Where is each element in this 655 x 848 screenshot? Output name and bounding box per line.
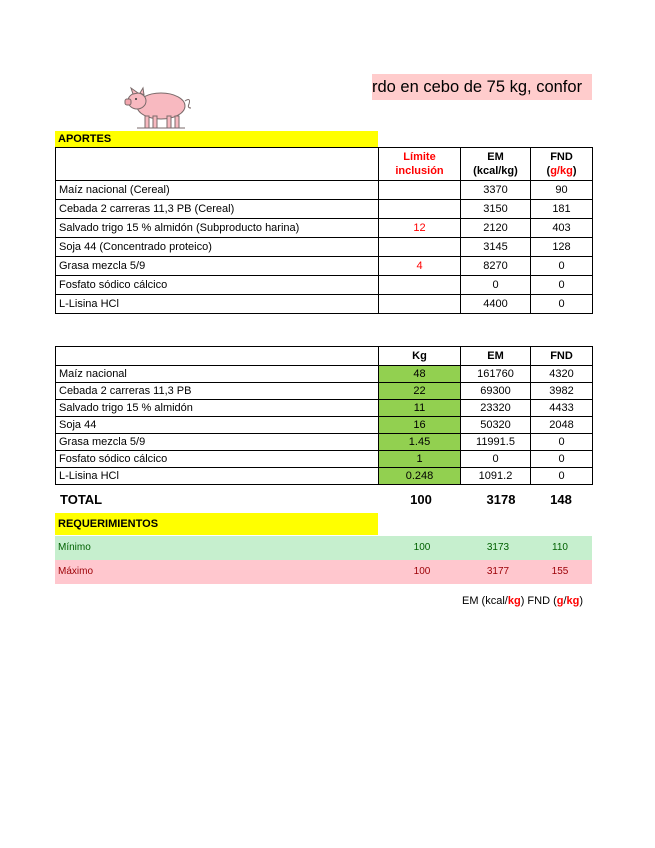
col-em-line1: EM xyxy=(487,151,504,163)
aportes-row-fnd: 0 xyxy=(531,257,593,276)
title-text: rdo en cebo de 75 kg, confor xyxy=(372,78,583,96)
col-em-header-2: EM xyxy=(461,347,531,366)
mezcla-row-kg: 0.248 xyxy=(379,468,461,485)
mezcla-row-em: 50320 xyxy=(461,417,531,434)
aportes-row-name: Fosfato sódico cálcico xyxy=(56,276,379,295)
aportes-row-em: 3370 xyxy=(461,181,531,200)
total-fnd: 148 xyxy=(550,492,572,507)
col-em-header xyxy=(461,148,531,181)
aportes-row-fnd: 403 xyxy=(531,219,593,238)
units-fnd-b: g xyxy=(556,595,564,607)
units-em-b: kg xyxy=(507,595,521,607)
mezcla-row-kg: 11 xyxy=(379,400,461,417)
aportes-row-limite: 12 xyxy=(379,219,461,238)
maximo-fnd: 155 xyxy=(551,566,569,577)
aportes-row-limite: 4 xyxy=(379,257,461,276)
units-fnd-a: FND ( xyxy=(527,595,557,607)
mezcla-row-em: 1091.2 xyxy=(461,468,531,485)
aportes-row-fnd: 0 xyxy=(531,276,593,295)
aportes-row xyxy=(56,295,593,314)
maximo-row xyxy=(55,560,592,584)
col-em-line2: (kcal/kg) xyxy=(473,165,518,177)
mezcla-row-em: 69300 xyxy=(461,383,531,400)
minimo-em: 3173 xyxy=(486,542,510,553)
aportes-table xyxy=(55,147,593,314)
minimo-label: Mínimo xyxy=(58,542,91,553)
units-fnd-c: / xyxy=(563,595,567,607)
mezcla-row-kg: 48 xyxy=(379,366,461,383)
aportes-row-limite xyxy=(379,181,461,200)
mezcla-row xyxy=(56,400,593,417)
mezcla-row-fnd: 0 xyxy=(531,468,593,485)
total-em: 3178 xyxy=(486,492,516,507)
aportes-header xyxy=(55,131,378,147)
aportes-row-name: Maíz nacional (Cereal) xyxy=(56,181,379,200)
mezcla-row-fnd: 2048 xyxy=(531,417,593,434)
aportes-row-fnd: 90 xyxy=(531,181,593,200)
requerimientos-header xyxy=(55,513,378,535)
aportes-row-em: 4400 xyxy=(461,295,531,314)
minimo-fnd: 110 xyxy=(552,542,568,553)
aportes-row-name: Cebada 2 carreras 11,3 PB (Cereal) xyxy=(56,200,379,219)
col-limite-header xyxy=(379,148,461,181)
mezcla-row xyxy=(56,451,593,468)
aportes-row xyxy=(56,276,593,295)
mezcla-row-fnd: 3982 xyxy=(531,383,593,400)
aportes-row-limite xyxy=(379,238,461,257)
mezcla-row-kg: 1.45 xyxy=(379,434,461,451)
aportes-row-em: 3150 xyxy=(461,200,531,219)
units-legend xyxy=(462,595,583,607)
mezcla-row-kg: 1 xyxy=(379,451,461,468)
minimo-kg: 100 xyxy=(413,542,431,553)
mezcla-row-name: Maíz nacional xyxy=(56,366,379,383)
col-fnd-paren-close: ) xyxy=(572,165,577,177)
maximo-em: 3177 xyxy=(486,566,510,577)
aportes-row-limite xyxy=(379,276,461,295)
mezcla-row-em: 161760 xyxy=(461,366,531,383)
col-kg-header: Kg xyxy=(379,347,461,366)
units-em-c: ) xyxy=(520,595,525,607)
mezcla-row-name: Salvado trigo 15 % almidón xyxy=(56,400,379,417)
col-fnd-line1: FND xyxy=(550,151,573,163)
aportes-row-name: L-Lisina HCl xyxy=(56,295,379,314)
aportes-row-em: 0 xyxy=(461,276,531,295)
units-fnd-e: ) xyxy=(579,595,584,607)
aportes-row xyxy=(56,219,593,238)
total-row xyxy=(56,492,592,510)
pig-icon xyxy=(123,86,195,132)
mezcla-row-kg: 22 xyxy=(379,383,461,400)
col-fnd-line2 xyxy=(534,164,589,178)
mezcla-row xyxy=(56,417,593,434)
mezcla-row-em: 23320 xyxy=(461,400,531,417)
col-fnd-header-2: FND xyxy=(531,347,593,366)
mezcla-row xyxy=(56,468,593,485)
mezcla-row xyxy=(56,434,593,451)
aportes-row-em: 3145 xyxy=(461,238,531,257)
aportes-row xyxy=(56,200,593,219)
col-limite-line2: inclusión xyxy=(395,165,444,177)
aportes-row-em: 8270 xyxy=(461,257,531,276)
total-label: TOTAL xyxy=(60,492,103,507)
mezcla-row-fnd: 4433 xyxy=(531,400,593,417)
col-fnd-paren-open: ( xyxy=(546,165,551,177)
mezcla-table xyxy=(55,346,593,485)
total-kg: 100 xyxy=(410,492,432,507)
mezcla-row-em: 0 xyxy=(461,451,531,468)
minimo-row xyxy=(55,536,592,560)
aportes-row-name: Soja 44 (Concentrado proteico) xyxy=(56,238,379,257)
mezcla-row-name: Soja 44 xyxy=(56,417,379,434)
mezcla-row-name: Cebada 2 carreras 11,3 PB xyxy=(56,383,379,400)
aportes-row-em: 2120 xyxy=(461,219,531,238)
aportes-row-name: Salvado trigo 15 % almidón (Subproducto harina) xyxy=(56,219,379,238)
mezcla-row-name: L-Lisina HCl xyxy=(56,468,379,485)
mezcla-row-fnd: 0 xyxy=(531,434,593,451)
aportes-row xyxy=(56,257,593,276)
col-fnd-unit: g/kg xyxy=(550,165,573,177)
mezcla-row-name: Fosfato sódico cálcico xyxy=(56,451,379,468)
requerimientos-header-label: REQUERIMIENTOS xyxy=(58,518,159,530)
mezcla-row-em: 11991.5 xyxy=(461,434,531,451)
aportes-row-fnd: 128 xyxy=(531,238,593,257)
col-limite-line1: Límite xyxy=(403,151,436,163)
maximo-kg: 100 xyxy=(413,566,431,577)
aportes-row-name: Grasa mezcla 5/9 xyxy=(56,257,379,276)
mezcla-row xyxy=(56,383,593,400)
aportes-row-limite xyxy=(379,295,461,314)
mezcla-header-empty xyxy=(56,347,379,366)
units-fnd-d: kg xyxy=(566,595,580,607)
title-banner xyxy=(372,74,592,100)
mezcla-row-fnd: 0 xyxy=(531,451,593,468)
units-em-a: EM (kcal/ xyxy=(462,595,508,607)
mezcla-row-fnd: 4320 xyxy=(531,366,593,383)
aportes-row xyxy=(56,238,593,257)
mezcla-header-row xyxy=(56,347,593,366)
mezcla-row-kg: 16 xyxy=(379,417,461,434)
aportes-header-empty xyxy=(56,148,379,181)
mezcla-row-name: Grasa mezcla 5/9 xyxy=(56,434,379,451)
aportes-row-limite xyxy=(379,200,461,219)
col-fnd-header xyxy=(531,148,593,181)
aportes-row xyxy=(56,181,593,200)
maximo-label: Máximo xyxy=(58,566,94,577)
aportes-row-fnd: 0 xyxy=(531,295,593,314)
aportes-header-label: APORTES xyxy=(58,133,112,145)
mezcla-row xyxy=(56,366,593,383)
aportes-header-row xyxy=(56,148,593,181)
aportes-row-fnd: 181 xyxy=(531,200,593,219)
